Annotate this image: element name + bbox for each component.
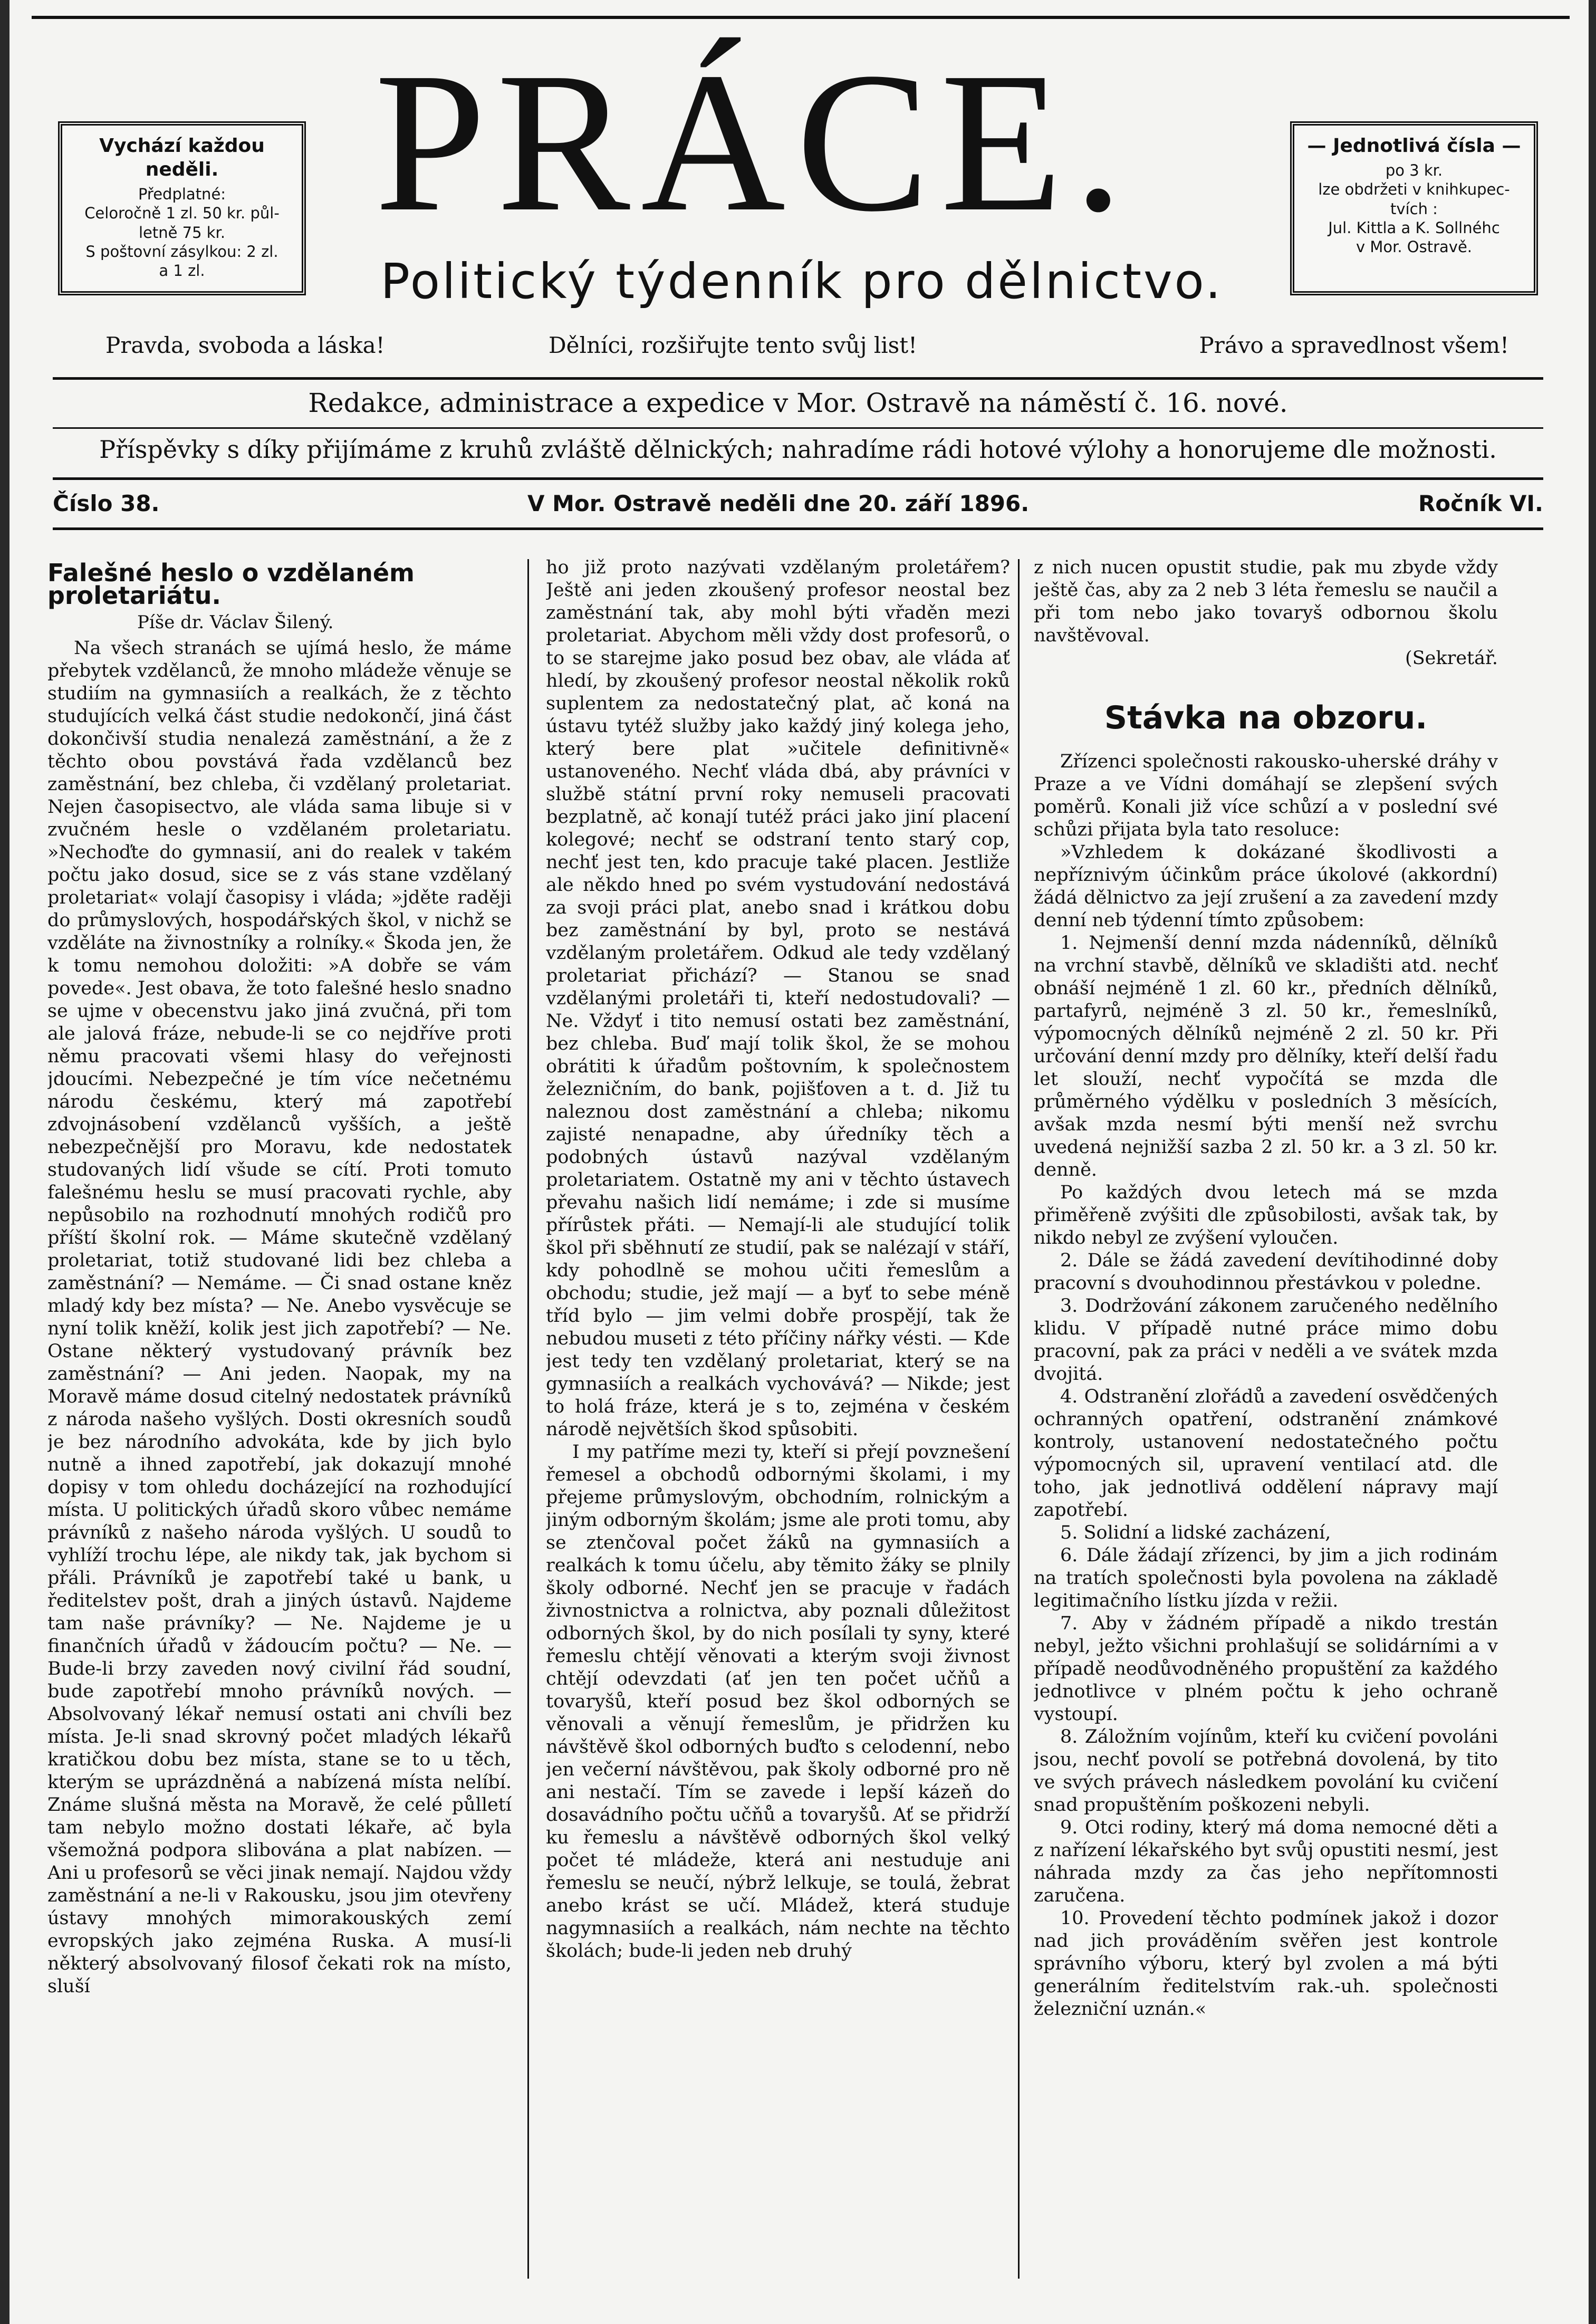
subscription-line: S poštovní zásylkou: 2 zl. bbox=[85, 242, 278, 261]
motto-left: Pravda, svoboda a láska! bbox=[105, 332, 385, 358]
column-2 bbox=[546, 556, 1010, 2281]
article-paragraph: 4. Odstranění zlořádů a zavedení osvědčených ochranných opatření, odstranění známkové kontroly, ustanovení nedostatečného počtu výpomocných sil, upravení ventilací atd. dle toho, jak jednotlivá oddělení nápravy mají zapotřebí. bbox=[1034, 1386, 1498, 1521]
article-paragraph: Na všech stranách se ujímá heslo, že máme přebytek vzdělanců, že mnoho mládeže věnuje se studiím na gymnasiích a realkách, že z těchto studujících velká část studie nedokončí, jiná část dokončivší studia nenalezá zaměstnání, a že z těchto obou povstává řada vzdělanců bez zaměstnání, bez chleba, či vzdělaný proletariat. Nejen časopisectvo, ale vláda sama libuje si v zvučném hesle o vzdělaném proletariatu. »Nechoďte do gymnasií, ani do realek v takém počtu jako dosud, sice se z vás stane vzdělaný proletariat« volají časopisy i vláda; »jděte raději do průmyslových, hospodářských škol, v nichž se vzděláte na živnostníky a rolníky.« Škoda jen, že k tomu nemohou doložiti: »A dobře se vám povede«. Jest obava, že toto falešné heslo snadno se ujme v obecenstvu jako jiná zvučná, při tom ale jalová fráze, nebude-li se co nejdříve proti němu pracovati všemi hlasy do veřejnosti jdoucími. Nebezpečné je tím více nečetnému národu českému, který má zapotřebí zdvojnásobení vzdělanců vyšších, a ještě nebezpečnější pro Moravu, kde nedostatek studovaných lidí všude se cítí. Proti tomuto falešnému heslu se musí pracovati rychle, aby nepůsobilo na rozhodnutí mnohých rodičů pro příští školní rok. — Máme skutečně vzdělaný proletariat, totiž studované lidi bez chleba a zaměstnání? — Nemáme. — Či snad ostane kněz mladý kdy bez místa? — Ne. Anebo vysvěcuje se nyní tolik kněží, kolik jest jich zapotřebí? — Ne. Ostane některý vystudovaný právník bez zaměstnání? — Ani jeden. Naopak, my na Moravě máme dosud citelný nedostatek právníků z národa našeho vyšlých. Dosti okresních soudů je bez národního advokáta, kde by jich bylo nutně a ihned zapotřebí, jak dokazují mnohé dopisy v tom ohledu docházející na rozhodující místa. U politických úřadů skoro vůbec nemáme právníků z našeho národa vyšlých. U soudů to vyhlíží trochu lépe, ale nikdy tak, jak bychom si přáli. Právníků je zapotřebí také u bank, u ředitelstev pošt, drah a jiných ústavů. Najdeme tam naše právníky? — Ne. Najdeme je u finančních úřadů v žádoucím počtu? — Ne. — Bude-li brzy zaveden nový civilní řád soudní, bude zapotřebí mnoho právníků nových. — Absolvovaný lékař nemusí ostati ani chvíli bez místa. Je-li snad skrovný počet mladých lékařů kratičkou dobu bez místa, stane se to u těch, kterým se uprázdněná a nabízená místa nelíbí. Známe slušná města na Moravě, že celé půlletí tam nebylo možno dostati lékaře, ač byla všemožná podpora slibována a plat nabízen. — Ani u profesorů se věci jinak nemají. Najdou vždy zaměstnání a ne-li v Rakousku, jsou jim otevřeny ústavy mnohých mimorakouských zemí evropských jako zejména Ruska. A musí-li některý absolvovaný filosof čekati rok na místo, sluší bbox=[47, 638, 512, 1997]
subscription-line: letně 75 kr. bbox=[138, 223, 226, 242]
subscription-line: Předplatné: bbox=[138, 185, 226, 203]
article-paragraph: I my patříme mezi ty, kteří si přejí povznešení řemesel a obchodů odbornými školami, i my přejeme průmyslovým, obchodním, rolnickým a jiným odborným školám; jsme ale proti tomu, aby se ztenčoval počet žáků na gymnasiích a realkách k tomu účelu, aby těmito žáky se plnily školy odborné. Nechť jen se pracuje v řadách živnostnictva a rolnictva, aby poznali důležitost odborných škol, by do nich posílali ty syny, které řemeslu chtějí věnovati a kterým svoji živnost chtějí odevzdati (ať jen ten počet učňů a tovaryšů, kteří posud bez škol odborných se věnovali a věnují řemeslům, je přidržen ku návštěvě škol odborných buďto s celodenní, nebo jen večerní návštěvou, pak školy odborné pro ně ani nestačí. Tím se zavede i lepší kázeň do dosavádního počtu učňů a tovaryšů. Ať se přidrží ku řemeslu a návštěvě odborných škol velký počet té mládeže, která ani nestuduje ani řemeslu se neučí, nýbrž lelkuje, se toulá, žebrat anebo krást se učí. Mládež, která studuje nagymnasiích a realkách, nám nechte na těchto školách; bude-li jeden neb druhý bbox=[546, 1442, 1010, 1962]
divider bbox=[53, 377, 1543, 380]
article-paragraph: Zřízenci společnosti rakousko-uherské dráhy v Praze a ve Vídni domáhají se zlepšení svých poměrů. Konali již více schůzí a v poslední své schůzi přijata byla tato resoluce: bbox=[1034, 751, 1498, 840]
article-paragraph: Po každých dvou letech má se mzda přiměřeně zvýšiti dle způsobilosti, avšak tak, by nikdo nebyl ze zvýšení vyloučen. bbox=[1034, 1182, 1498, 1249]
article-paragraph: 9. Otci rodiny, který má doma nemocné děti a z nařízení lékařského byt svůj opustiti nesmí, jest náhrada mzdy za čas jeho nepřítomnosti zaručena. bbox=[1034, 1817, 1498, 1906]
scan-edge-right bbox=[1589, 0, 1596, 2324]
article-author: Píše dr. Václav Šilený. bbox=[137, 612, 334, 633]
article-paragraph: 1. Nejmenší denní mzda nádenníků, dělníků na vrchní stavbě, dělníků ve skladišti atd. nechť obnáší nejméně 1 zl. 60 kr., předních dělníků, partafyrů, nejméně 3 zl. 50 kr., řemeslníků, výpomocných dělníků nejméně 2 zl. 50 kr. Při určování denní mzdy pro dělníky, kteří delší řadu let slouží, nechť vypočítá se mzda dle průměrného výdělku v posledních 3 měsících, avšak mzda nesmí býti menší než svrchu uvedená nejnižší sazba 2 zl. 50 kr. a 3 zl. 50 kr. denně. bbox=[1034, 933, 1498, 1180]
single-copies-line: tvích : bbox=[1390, 199, 1438, 218]
address-line: Redakce, administrace a expedice v Mor. Ostravě na náměstí č. 16. nové. bbox=[308, 388, 1288, 418]
subscription-box-title: Vychází každou neděli. bbox=[99, 135, 265, 180]
article-signature: (Sekretář. bbox=[1405, 648, 1498, 669]
divider bbox=[53, 477, 1543, 480]
article-paragraph: »Vzhledem k dokázané škodlivosti a nepříznivým účinkům práce úkolové (akkordní) žádá dělnictvo za její zrušení a za zavedení mzdy denní neb týdenní tímto způsobem: bbox=[1034, 842, 1498, 931]
contributions-line: Příspěvky s díky přijímáme z kruhů zvláště dělnických; nahradíme rádi hotové výlohy a honorujeme dle možnosti. bbox=[99, 435, 1497, 464]
single-copies-line: lze obdržeti v knihkupec- bbox=[1318, 180, 1510, 199]
article-paragraph: z nich nucen opustit studie, pak mu zbyde vždy ještě čas, aby za 2 neb 3 léta řemeslu se naučil a při tom nebo jako tovaryš odbornou školu navštěvoval. bbox=[1034, 557, 1498, 646]
article-paragraph: 10. Provedení těchto podmínek jakož i dozor nad jich prováděním svěřen jest kontrole správního výboru, který byl zvolen a má býti generálním ředitelstvím rak.-uh. společnosti železniční uznán.« bbox=[1034, 1908, 1498, 2020]
column-3 bbox=[1034, 556, 1498, 2281]
article-paragraph: 8. Záložním vojínům, kteří ku cvičení povoláni jsou, nechť povolí se potřebná dovolená, by tito ve svých právech následkem povolání ku cvičení snad propuštěním poškozeni nebyli. bbox=[1034, 1726, 1498, 1816]
column-1 bbox=[47, 556, 512, 2281]
divider bbox=[53, 527, 1543, 530]
newspaper-subtitle: Politický týdenník pro dělnictvo. bbox=[380, 253, 1223, 310]
issue-number: Číslo 38. bbox=[53, 491, 160, 516]
subscription-line: Celoročně 1 zl. 50 kr. půl- bbox=[84, 204, 280, 223]
article-paragraph: 2. Dále se žádá zavedení devítihodinné doby pracovní s dvouhodinnou přestávkou v poledne. bbox=[1034, 1250, 1498, 1294]
scan-edge-left bbox=[0, 0, 9, 2324]
motto-right: Právo a spravedlnost všem! bbox=[1199, 332, 1509, 358]
article-title: Falešné heslo o vzdělaném proletariátu. bbox=[47, 559, 415, 610]
divider bbox=[53, 427, 1543, 429]
column-rule bbox=[1018, 559, 1020, 2279]
issue-date: V Mor. Ostravě neděli dne 20. září 1896. bbox=[527, 491, 1030, 516]
subscription-box bbox=[58, 121, 306, 295]
article-paragraph: ho již proto nazývati vzdělaným proletářem? Ještě ani jeden zkoušený profesor neostal bez zaměstnání tak, aby mohl býti vřaděn mezi proletariat. Abychom měli vždy dost profesorů, o to se starejme jako posud bez obav, ale vláda ať hledí, by zkoušený profesor neostal několik roků suplentem za nedostatečný plat, ač koná na ústavu tytéž služby jako každý jiný kolega jeho, který bere plat »učitele definitivně« ustanoveného. Nechť vláda dbá, aby právníci v službě státní první roky nemuseli pracovati bezplatně, ač konají tutéž práci jako jiní placení kolegové; nechť se odstraní tento starý cop, nechť jest ten, kdo pracuje také placen. Jestliže ale někdo hned po svém vystudování nedostává za svoji práci plat, anebo snad i krátkou dobu bez zaměstnání by byl, proto se nestává vzdělaným proletářem. Odkud ale tedy vzdělaný proletariat přichází? — Stanou se snad vzdělanými proletáři ti, kteří nedostudovali? — Ne. Vždyť i tito nemusí ostati bez zaměstnání, bez chleba. Buď mají tolik škol, že se mohou obrátiti k úřadům poštovním, k společnostem železničním, do bank, pojišťoven a t. d. Již tu naleznou dost zaměstnání a chleba; nikomu zajisté nenapadne, aby úředníky těch a podobných ústavů nazýval vzdělaným proletariatem. Ostatně my ani v těchto ústavech převahu našich lidí nemáme; i zde si musíme přírůstek přáti. — Nemají-li ale studující tolik škol při sběhnutí ze studií, pak se nalézají v stáří, kdy pohodlně se mohou učiti řemeslům a obchodu; studie, jež mají — a byť to sebe méně tříd bylo — jim velmi dobře prospějí, tak že nebudou museti z této příčiny nářky vésti. — Kde jest tedy ten vzdělaný proletariat, který se na gymnasiích a realkách vychovává? — Nikde; jest to holá fráze, která je s to, zejména v českém národě největších škod spůsobiti. bbox=[546, 557, 1010, 1440]
motto-center: Dělníci, rozšiřujte tento svůj list! bbox=[549, 332, 917, 358]
subscription-line: a 1 zl. bbox=[159, 262, 205, 280]
article-paragraph: 5. Solidní a lidské zacházení, bbox=[1060, 1522, 1331, 1543]
article-paragraph: 7. Aby v žádném případě a nikdo trestán nebyl, ježto všichni prohlašují se solidárními a v případě neodůvodněného propuštění za každého jednotlivce v plném počtu k jeho ochraně vystoupí. bbox=[1034, 1613, 1498, 1725]
top-rule bbox=[32, 16, 1570, 19]
newspaper-title: PRÁCE. bbox=[374, 31, 1134, 253]
single-copies-line: Jul. Kittla a K. Sollnéhc bbox=[1328, 218, 1500, 237]
article-title: Stávka na obzoru. bbox=[1104, 699, 1428, 736]
single-copies-box bbox=[1290, 121, 1538, 295]
single-copies-line: v Mor. Ostravě. bbox=[1355, 238, 1473, 256]
single-copies-box-title: — Jednotlivá čísla — bbox=[1307, 135, 1521, 157]
issue-row bbox=[53, 491, 1543, 522]
single-copies-line: po 3 kr. bbox=[1385, 161, 1443, 179]
article-paragraph: 3. Dodržování zákonem zaručeného nedělního klidu. V případě nutné práce mimo dobu pracovní, pak za práci v neděli a ve svátek mzda dvojitá. bbox=[1034, 1295, 1498, 1385]
article-paragraph: 6. Dále žádají zřízenci, by jim a jich rodinám na tratích společnosti byla povolena na základě legitimačního lístku jízda v režii. bbox=[1034, 1545, 1498, 1611]
column-rule bbox=[527, 559, 529, 2279]
volume-number: Ročník VI. bbox=[1418, 491, 1543, 516]
